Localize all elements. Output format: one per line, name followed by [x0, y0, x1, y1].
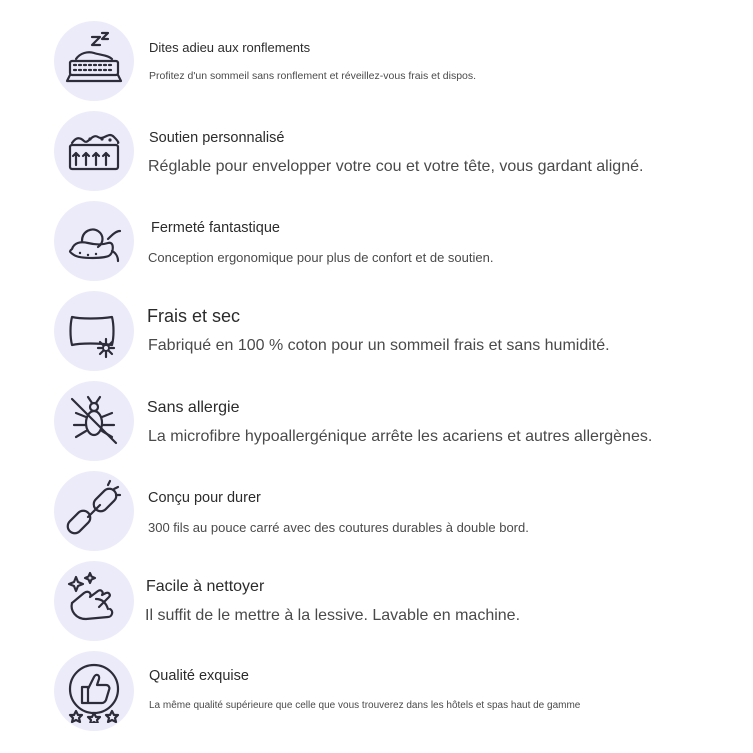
- feature-title: Facile à nettoyer: [146, 578, 265, 595]
- feature-description: 300 fils au pouce carré avec des coutures durables à double bord.: [148, 520, 529, 535]
- feature-description: La microfibre hypoallergénique arrête les acariens et autres allergènes.: [148, 428, 653, 445]
- feature-item-support: [0, 105, 753, 195]
- chain-link-icon: [54, 471, 134, 551]
- cool-pillow-icon: [54, 291, 134, 371]
- feature-title: Dites adieu aux ronflements: [149, 40, 311, 55]
- feature-title: Soutien personnalisé: [149, 130, 285, 146]
- feature-description: Profitez d'un sommeil sans ronflement et réveillez-vous frais et dispos.: [149, 70, 477, 82]
- feature-item-durable: [0, 465, 753, 555]
- feature-description: Il suffit de le mettre à la lessive. Lavable en machine.: [145, 607, 521, 624]
- feature-item-allergy-free: [0, 375, 753, 465]
- feature-title: Conçu pour durer: [148, 490, 261, 506]
- feature-description: Réglable pour envelopper votre cou et votre tête, vous gardant aligné.: [148, 158, 644, 175]
- feature-item-anti-snore: [0, 15, 753, 105]
- feature-item-cool-dry: [0, 285, 753, 375]
- feature-description: La même qualité supérieure que celle que vous trouverez dans les hôtels et spas haut de gamme: [149, 700, 581, 711]
- feature-description: Fabriqué en 100 % coton pour un sommeil frais et sans humidité.: [148, 337, 610, 354]
- feature-title: Fermeté fantastique: [151, 220, 280, 236]
- snore-mattress-icon: [54, 21, 134, 101]
- feature-description: Conception ergonomique pour plus de confort et de soutien.: [148, 250, 494, 265]
- feature-title: Sans allergie: [147, 399, 240, 416]
- feature-title: Qualité exquise: [149, 668, 249, 684]
- no-mite-icon: [54, 381, 134, 461]
- feature-item-firmness: [0, 195, 753, 285]
- feature-item-easy-clean: [0, 555, 753, 645]
- feature-title: Frais et sec: [147, 306, 241, 326]
- support-foam-icon: [54, 111, 134, 191]
- firm-pillow-icon: [54, 201, 134, 281]
- clean-hand-icon: [54, 561, 134, 641]
- feature-item-quality: [0, 645, 753, 735]
- thumbs-up-stars-icon: [54, 651, 134, 731]
